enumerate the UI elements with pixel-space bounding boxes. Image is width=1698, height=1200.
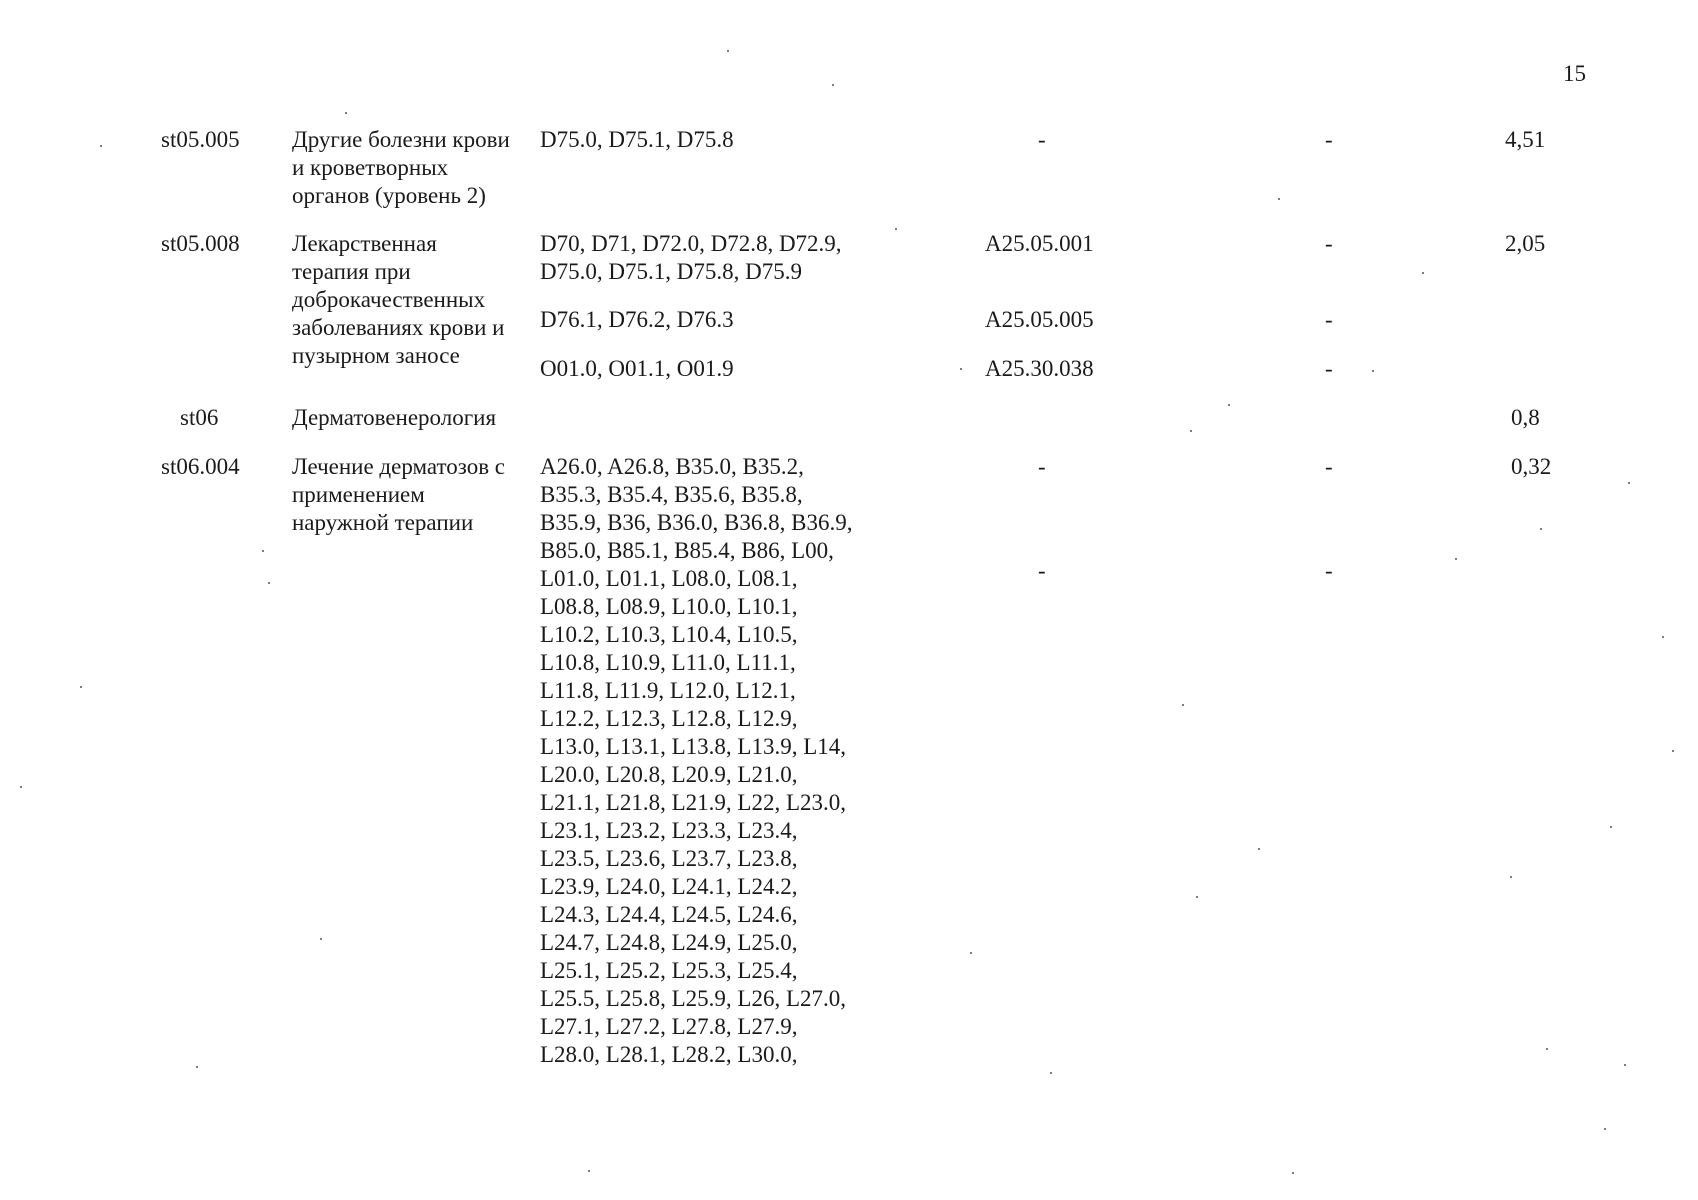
additional-criterion: - bbox=[1325, 454, 1333, 479]
service-code: - bbox=[1038, 558, 1046, 583]
diagnosis-codes: D76.1, D76.2, D76.3 bbox=[540, 307, 734, 332]
coefficient: 0,8 bbox=[1511, 405, 1540, 430]
additional-criterion: - bbox=[1325, 356, 1333, 381]
diagnosis-codes: O01.0, O01.1, O01.9 bbox=[540, 356, 734, 381]
additional-criterion: - bbox=[1325, 231, 1333, 256]
diagnosis-codes: A26.0, A26.8, B35.0, B35.2, B35.3, B35.4, B35.6, B35.8, B35.9, B36, B36.0, B36.8, B36.9, B85.0, B85.1, B85.4, B86, L00, L01.0, L01.1, L08.0, L08.1, L08.8, L08.9, L10.0, L10.1, L10.2, L10.3, L10.4, L10.5, L10.8, L10.9, L11.0, L11.1, L11.8, L11.9, L12.0, L12.1, L12.2, L12.3, L12.8, L12.9, L13.0, L13.1, L13.8, L13.9, L14, L20.0, L20.8, L20.9, L21.0, L21.1, L21.8, L21.9, L22, L23.0, L23.1, L23.2, L23.3, L23.4, L23.5, L23.6, L23.7, L23.8, L23.9, L24.0, L24.1, L24.2, L24.3, L24.4, L24.5, L24.6, L24.7, L24.8, L24.9, L25.0, L25.1, L25.2, L25.3, L25.4, L25.5, L25.8, L25.9, L26, L27.0, L27.1, L27.2, L27.8, L27.9, L28.0, L28.1, L28.2, L30.0, bbox=[540, 454, 853, 1067]
additional-criterion: - bbox=[1325, 558, 1333, 583]
group-name: Лекарственная терапия при доброкачественных заболеваниях крови и пузырном заносе bbox=[292, 231, 505, 368]
diagnosis-codes: D70, D71, D72.0, D72.8, D72.9, D75.0, D75.1, D75.8, D75.9 bbox=[540, 231, 842, 284]
group-name: Другие болезни крови и кроветворных органов (уровень 2) bbox=[292, 127, 510, 208]
service-code: A25.30.038 bbox=[985, 356, 1094, 381]
group-code: st05.005 bbox=[161, 127, 240, 152]
group-code: st05.008 bbox=[161, 231, 240, 256]
profile-name: Дерматовенерология bbox=[292, 405, 497, 430]
page-number: 15 bbox=[1563, 61, 1586, 86]
diagnosis-codes: D75.0, D75.1, D75.8 bbox=[540, 127, 734, 152]
coefficient: 2,05 bbox=[1505, 231, 1546, 256]
group-name: Лечение дерматозов с применением наружной терапии bbox=[292, 454, 506, 535]
service-code: A25.05.005 bbox=[985, 307, 1094, 332]
coefficient: 4,51 bbox=[1505, 127, 1546, 152]
service-code: A25.05.001 bbox=[985, 231, 1094, 256]
service-code: - bbox=[1038, 127, 1046, 152]
service-code: - bbox=[1038, 454, 1046, 479]
additional-criterion: - bbox=[1325, 307, 1333, 332]
profile-code: st06 bbox=[180, 405, 219, 430]
group-code: st06.004 bbox=[161, 454, 240, 479]
additional-criterion: - bbox=[1325, 127, 1333, 152]
coefficient: 0,32 bbox=[1511, 454, 1552, 479]
